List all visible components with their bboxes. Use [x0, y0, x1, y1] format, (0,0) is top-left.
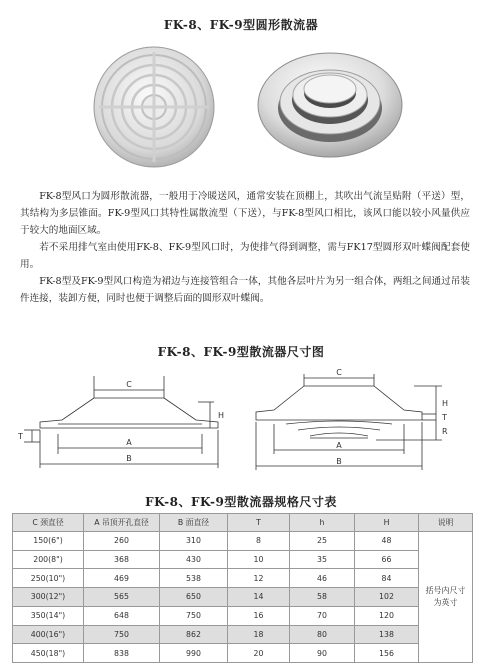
table-cell: 120 [355, 606, 419, 625]
dim-h-label: H [218, 411, 225, 420]
table-cell: 400(16") [13, 625, 84, 644]
table-cell: 46 [290, 569, 355, 588]
table-cell: 538 [160, 569, 228, 588]
table-cell: 84 [355, 569, 419, 588]
table-cell: 8 [228, 532, 290, 551]
table-cell: 66 [355, 550, 419, 569]
table-cell: 12 [228, 569, 290, 588]
table-header-row [13, 514, 473, 532]
table-cell: 35 [290, 550, 355, 569]
table-cell: 200(8") [13, 550, 84, 569]
fk9-diffuser-photo [255, 50, 405, 160]
fk8-diffuser-photo [86, 44, 222, 170]
table-cell: 750 [84, 625, 160, 644]
table-cell: 25 [290, 532, 355, 551]
table-cell: 250(10") [13, 569, 84, 588]
table-cell: 750 [160, 606, 228, 625]
column-header: h [290, 514, 355, 532]
table-cell: 469 [84, 569, 160, 588]
table-cell: 102 [355, 588, 419, 607]
description-paragraph: 若不采用排气室由使用FK-8、FK-9型风口时，为使排气得到调整，需与FK17型圆形双叶蝶阀配套使用。 [20, 242, 470, 270]
table-cell: 260 [84, 532, 160, 551]
dim-c-label: C [336, 368, 342, 377]
table-row [13, 606, 473, 625]
column-header: 说明 [419, 514, 473, 532]
table-cell: 156 [355, 644, 419, 663]
table-cell: 80 [290, 625, 355, 644]
spec-table [12, 513, 473, 663]
dim-t-label: T [442, 413, 447, 422]
table-cell: 90 [290, 644, 355, 663]
table-cell: 350(14") [13, 606, 84, 625]
table-cell: 300(12") [13, 588, 84, 607]
table-row [13, 644, 473, 663]
table-row [13, 625, 473, 644]
column-header: C 颈直径 [13, 514, 84, 532]
table-cell: 862 [160, 625, 228, 644]
dim-c-label: C [126, 380, 132, 389]
dim-b-label: B [126, 454, 132, 463]
table-row [13, 550, 473, 569]
table-cell: 430 [160, 550, 228, 569]
page-title: FK-8、FK-9型圆形散流器 [163, 18, 319, 32]
fk8-dimension-drawing [18, 368, 240, 478]
table-cell: 648 [84, 606, 160, 625]
column-header: A 吊顶开孔直径 [84, 514, 160, 532]
table-cell: 650 [160, 588, 228, 607]
table-cell: 368 [84, 550, 160, 569]
table-row [13, 569, 473, 588]
column-header: T [228, 514, 290, 532]
table-cell: 450(18") [13, 644, 84, 663]
note-cell: 括号内尺寸为英寸 [419, 532, 473, 663]
table-cell: 20 [228, 644, 290, 663]
table-cell: 48 [355, 532, 419, 551]
column-header: B 面直径 [160, 514, 228, 532]
dim-r-label: R [442, 427, 448, 436]
description [20, 188, 470, 307]
table-cell: 10 [228, 550, 290, 569]
column-header: H [355, 514, 419, 532]
table-row [13, 532, 473, 551]
drawing-title: FK-8、FK-9型散流器尺寸图 [157, 345, 325, 359]
description-paragraph: FK-8型及FK-9型风口构造为裙边与连接管组合一体，其他各层叶片为另一组合体，两组之间通过吊装件连接，装卸方便，同时也便于调整后面的圆形双叶蝶阀。 [20, 276, 470, 304]
table-title: FK-8、FK-9型散流器规格尺寸表 [145, 495, 337, 509]
dim-h-label: H [442, 399, 449, 408]
dim-t-label: T [18, 432, 23, 441]
table-cell: 16 [228, 606, 290, 625]
table-cell: 310 [160, 532, 228, 551]
table-cell: 138 [355, 625, 419, 644]
table-cell: 150(6") [13, 532, 84, 551]
dim-a-label: A [336, 441, 342, 450]
dim-a-label: A [126, 438, 132, 447]
table-cell: 990 [160, 644, 228, 663]
table-cell: 14 [228, 588, 290, 607]
table-cell: 70 [290, 606, 355, 625]
description-paragraph: FK-8型风口为圆形散流器，一般用于冷暖送风，通常安装在顶棚上，其吹出气流呈贴附（平送）型，其结构为多层锥面。FK-9型风口其特性属散流型（下送），与FK-8型风口相比，该风口能以较小风量供应于较大的地面区域。 [20, 191, 470, 236]
table-cell: 58 [290, 588, 355, 607]
dim-b-label: B [336, 457, 342, 466]
table-cell: 838 [84, 644, 160, 663]
table-row [13, 588, 473, 607]
fk9-dimension-drawing [246, 364, 460, 476]
table-cell: 565 [84, 588, 160, 607]
table-cell: 18 [228, 625, 290, 644]
